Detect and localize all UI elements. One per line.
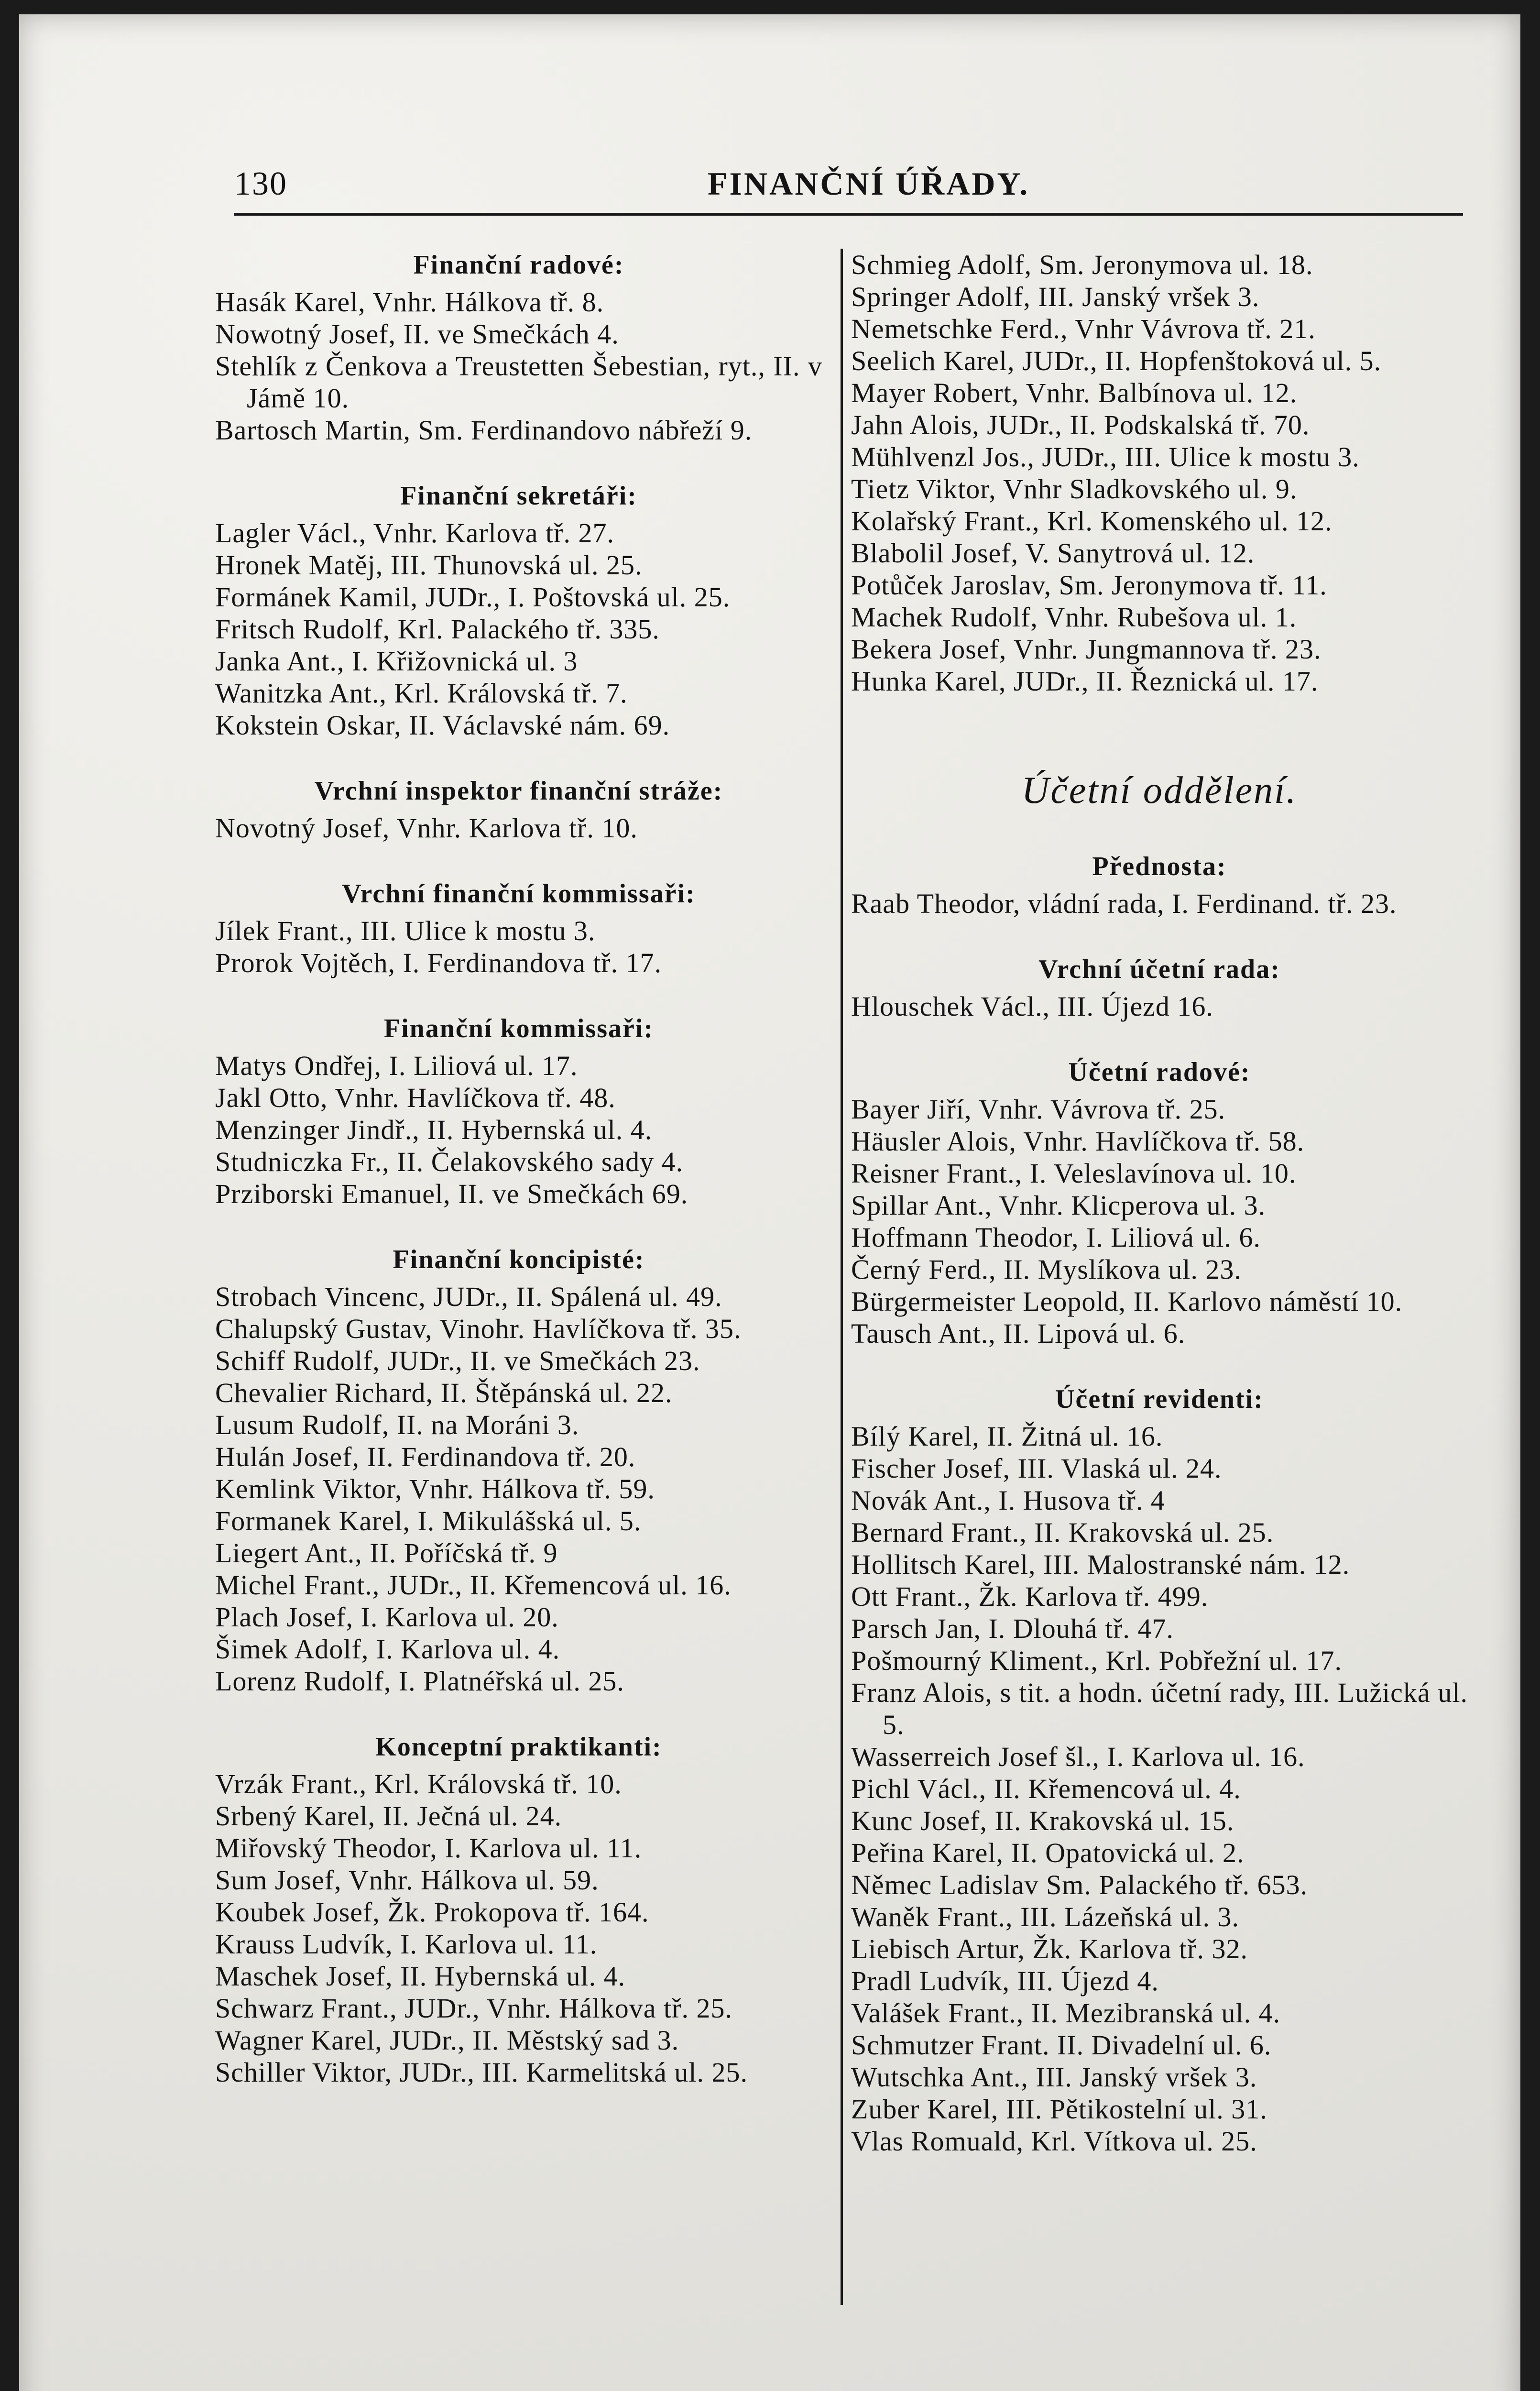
section	[215, 775, 822, 844]
directory-entry: Lagler Václ., Vnhr. Karlova tř. 27.	[215, 517, 614, 548]
directory-entry: Prorok Vojtěch, I. Ferdinandova tř. 17.	[215, 947, 662, 978]
entry-list	[215, 812, 822, 844]
directory-entry: Ott Frant., Žk. Karlova tř. 499.	[851, 1581, 1209, 1612]
directory-entry: Lusum Rudolf, II. na Moráni 3.	[215, 1409, 579, 1440]
right-column	[851, 249, 1468, 2191]
column-divider	[841, 249, 843, 2305]
directory-entry: Janka Ant., I. Křižovnická ul. 3	[215, 646, 578, 677]
directory-entry: Jílek Frant., III. Ulice k mostu 3.	[215, 915, 596, 946]
directory-entry: Potůček Jaroslav, Sm. Jeronymova tř. 11.	[851, 570, 1327, 601]
section-heading: Finanční sekretáři:	[400, 481, 637, 511]
directory-entry: Bayer Jiří, Vnhr. Vávrova tř. 25.	[851, 1094, 1226, 1125]
directory-entry: Bartosch Martin, Sm. Ferdinandovo nábřeží 9.	[215, 415, 753, 446]
directory-entry: Černý Ferd., II. Myslíkova ul. 23.	[851, 1254, 1242, 1285]
directory-entry: Vrzák Frant., Krl. Královská tř. 10.	[215, 1768, 622, 1799]
entry-list	[851, 1093, 1468, 1349]
department-sections	[851, 850, 1468, 2157]
directory-entry: Hlouschek Václ., III. Újezd 16.	[851, 991, 1213, 1022]
directory-entry: Hoffmann Theodor, I. Liliová ul. 6.	[851, 1222, 1261, 1253]
directory-entry: Hronek Matěj, III. Thunovská ul. 25.	[215, 549, 643, 581]
directory-entry: Chevalier Richard, II. Štěpánská ul. 22.	[215, 1377, 673, 1408]
section-heading: Vrchní účetní rada:	[1038, 954, 1280, 984]
directory-entry: Kemlink Viktor, Vnhr. Hálkova tř. 59.	[215, 1473, 655, 1504]
entry-list	[215, 915, 822, 979]
page-number: 130	[234, 165, 287, 202]
directory-entry: Michel Frant., JUDr., II. Křemencová ul. 16.	[215, 1569, 732, 1601]
directory-entry: Wutschka Ant., III. Janský vršek 3.	[851, 2062, 1257, 2093]
directory-entry: Kokstein Oskar, II. Václavské nám. 69.	[215, 710, 670, 741]
directory-entry: Valášek Frant., II. Mezibranská ul. 4.	[851, 1997, 1281, 2029]
section-heading: Vrchní inspektor finanční stráže:	[314, 776, 723, 806]
entry-list	[215, 1281, 822, 1697]
section-heading: Finanční koncipisté:	[393, 1245, 645, 1274]
directory-entry: Nemetschke Ferd., Vnhr Vávrova tř. 21.	[851, 313, 1316, 344]
directory-entry: Maschek Josef, II. Hybernská ul. 4.	[215, 1961, 626, 1992]
section-heading: Konceptní praktikanti:	[375, 1732, 662, 1762]
directory-entry: Tausch Ant., II. Lipová ul. 6.	[851, 1318, 1186, 1349]
section	[215, 249, 822, 446]
directory-entry: Formánek Kamil, JUDr., I. Poštovská ul. 25.	[215, 581, 731, 613]
left-column	[215, 249, 822, 2122]
directory-entry: Novák Ant., I. Husova tř. 4	[851, 1485, 1165, 1516]
section	[215, 877, 822, 979]
directory-entry: Springer Adolf, III. Janský vršek 3.	[851, 281, 1260, 312]
directory-entry: Blabolil Josef, V. Sanytrová ul. 12.	[851, 537, 1255, 569]
directory-entry: Spillar Ant., Vnhr. Klicperova ul. 3.	[851, 1190, 1266, 1221]
directory-entry: Peřina Karel, II. Opatovická ul. 2.	[851, 1837, 1245, 1868]
directory-entry: Hasák Karel, Vnhr. Hálkova tř. 8.	[215, 286, 604, 318]
section	[215, 480, 822, 741]
entry-list	[851, 1420, 1468, 2157]
directory-entry: Jakl Otto, Vnhr. Havlíčkova tř. 48.	[215, 1082, 616, 1113]
directory-entry: Häusler Alois, Vnhr. Havlíčkova tř. 58.	[851, 1126, 1305, 1157]
entry-list	[851, 990, 1468, 1022]
directory-entry: Stehlík z Čenkova a Treustetten Šebestian, ryt., II. v Jámě 10.	[215, 351, 822, 414]
directory-entry: Liegert Ant., II. Poříčská tř. 9	[215, 1537, 558, 1568]
directory-entry: Schiff Rudolf, JUDr., II. ve Smečkách 23.	[215, 1345, 700, 1376]
directory-entry: Mayer Robert, Vnhr. Balbínova ul. 12.	[851, 377, 1298, 408]
department-title: Účetní oddělení.	[1021, 769, 1298, 812]
directory-entry: Němec Ladislav Sm. Palackého tř. 653.	[851, 1869, 1308, 1900]
directory-entry: Bílý Karel, II. Žitná ul. 16.	[851, 1421, 1163, 1452]
directory-entry: Schwarz Frant., JUDr., Vnhr. Hálkova tř. 25.	[215, 1993, 732, 2024]
directory-entry: Fischer Josef, III. Vlaská ul. 24.	[851, 1453, 1222, 1484]
directory-entry: Strobach Vincenc, JUDr., II. Spálená ul. 49.	[215, 1281, 722, 1312]
section-heading: Přednosta:	[1092, 852, 1227, 881]
directory-entry: Vlas Romuald, Krl. Vítkova ul. 25.	[851, 2126, 1257, 2157]
section	[851, 850, 1468, 920]
directory-entry: Novotný Josef, Vnhr. Karlova tř. 10.	[215, 812, 638, 844]
directory-entry: Plach Josef, I. Karlova ul. 20.	[215, 1601, 559, 1633]
directory-entry: Srbený Karel, II. Ječná ul. 24.	[215, 1800, 562, 1832]
continued-list	[851, 249, 1468, 697]
directory-entry: Kolařský Frant., Krl. Komenského ul. 12.	[851, 505, 1332, 537]
directory-entry: Bürgermeister Leopold, II. Karlovo náměstí 10.	[851, 1286, 1403, 1317]
directory-entry: Prziborski Emanuel, II. ve Smečkách 69.	[215, 1178, 688, 1209]
section-heading: Účetní radové:	[1068, 1057, 1251, 1087]
directory-entry: Jahn Alois, JUDr., II. Podskalská tř. 70.	[851, 409, 1310, 440]
section-heading: Účetní revidenti:	[1055, 1384, 1264, 1414]
directory-entry: Parsch Jan, I. Dlouhá tř. 47.	[851, 1613, 1174, 1644]
section-heading: Vrchní finanční kommissaři:	[342, 879, 696, 909]
directory-entry: Bernard Frant., II. Krakovská ul. 25.	[851, 1517, 1274, 1548]
directory-entry: Kunc Josef, II. Krakovská ul. 15.	[851, 1805, 1234, 1836]
directory-entry: Pošmourný Kliment., Krl. Pobřežní ul. 17.	[851, 1645, 1342, 1676]
directory-entry: Schmutzer Frant. II. Divadelní ul. 6.	[851, 2029, 1272, 2061]
entry-list	[215, 1768, 822, 2088]
directory-entry: Hulán Josef, II. Ferdinandova tř. 20.	[215, 1441, 636, 1472]
section	[215, 1731, 822, 2088]
directory-entry: Krauss Ludvík, I. Karlova ul. 11.	[215, 1929, 598, 1960]
directory-entry: Wasserreich Josef šl., I. Karlova ul. 16.	[851, 1741, 1305, 1772]
directory-entry: Reisner Frant., I. Veleslavínova ul. 10.	[851, 1158, 1297, 1189]
directory-entry: Matys Ondřej, I. Liliová ul. 17.	[215, 1050, 578, 1081]
directory-entry: Hollitsch Karel, III. Malostranské nám. 12.	[851, 1549, 1350, 1580]
directory-entry: Pichl Václ., II. Křemencová ul. 4.	[851, 1773, 1241, 1804]
directory-entry: Waněk Frant., III. Lázeňská ul. 3.	[851, 1901, 1240, 1932]
directory-entry: Liebisch Artur, Žk. Karlova tř. 32.	[851, 1933, 1248, 1964]
directory-entry: Studniczka Fr., II. Čelakovského sady 4.	[215, 1146, 684, 1177]
entry-list	[851, 888, 1468, 920]
directory-entry: Tietz Viktor, Vnhr Sladkovského ul. 9.	[851, 473, 1298, 505]
section-heading: Finanční radové:	[413, 250, 624, 280]
section	[851, 953, 1468, 1022]
directory-entry: Miřovský Theodor, I. Karlova ul. 11.	[215, 1832, 642, 1864]
directory-entry: Šimek Adolf, I. Karlova ul. 4.	[215, 1634, 560, 1665]
entry-list	[215, 286, 822, 446]
running-title: FINANČNÍ ÚŘADY.	[708, 165, 1030, 202]
directory-entry: Koubek Josef, Žk. Prokopova tř. 164.	[215, 1897, 649, 1928]
page-header	[234, 160, 1463, 216]
directory-entry: Fritsch Rudolf, Krl. Palackého tř. 335.	[215, 614, 660, 645]
section	[215, 1243, 822, 1697]
directory-entry: Mühlvenzl Jos., JUDr., III. Ulice k mostu 3.	[851, 441, 1360, 472]
directory-entry: Formanek Karel, I. Mikulášská ul. 5.	[215, 1505, 642, 1536]
directory-entry: Schmieg Adolf, Sm. Jeronymova ul. 18.	[851, 249, 1313, 280]
directory-entry: Pradl Ludvík, III. Újezd 4.	[851, 1965, 1159, 1996]
directory-entry: Raab Theodor, vládní rada, I. Ferdinand. tř. 23.	[851, 888, 1397, 919]
directory-entry: Nowotný Josef, II. ve Smečkách 4.	[215, 318, 619, 350]
directory-entry: Wagner Karel, JUDr., II. Městský sad 3.	[215, 2025, 679, 2056]
entry-list	[215, 517, 822, 741]
directory-entry: Seelich Karel, JUDr., II. Hopfenštoková ul. 5.	[851, 345, 1382, 376]
entry-list	[215, 1050, 822, 1210]
directory-entry: Menzinger Jindř., II. Hybernská ul. 4.	[215, 1114, 653, 1145]
directory-entry: Zuber Karel, III. Pětikostelní ul. 31.	[851, 2094, 1267, 2125]
directory-entry: Franz Alois, s tit. a hodn. účetní rady, III. Lužická ul. 5.	[851, 1677, 1468, 1740]
directory-entry: Schiller Viktor, JUDr., III. Karmelitská ul. 25.	[215, 2057, 748, 2088]
directory-entry: Hunka Karel, JUDr., II. Řeznická ul. 17.	[851, 666, 1319, 697]
directory-entry: Chalupský Gustav, Vinohr. Havlíčkova tř. 35.	[215, 1313, 742, 1344]
section	[851, 1056, 1468, 1349]
directory-entry: Machek Rudolf, Vnhr. Rubešova ul. 1.	[851, 602, 1297, 633]
directory-entry: Wanitzka Ant., Krl. Královská tř. 7.	[215, 678, 628, 709]
section-heading: Finanční kommissaři:	[383, 1014, 654, 1043]
directory-entry: Bekera Josef, Vnhr. Jungmannova tř. 23.	[851, 634, 1322, 665]
directory-entry: Sum Josef, Vnhr. Hálkova ul. 59.	[215, 1865, 599, 1896]
directory-entry: Lorenz Rudolf, I. Platnéřská ul. 25.	[215, 1666, 624, 1697]
section	[851, 1383, 1468, 2157]
section	[215, 1012, 822, 1210]
